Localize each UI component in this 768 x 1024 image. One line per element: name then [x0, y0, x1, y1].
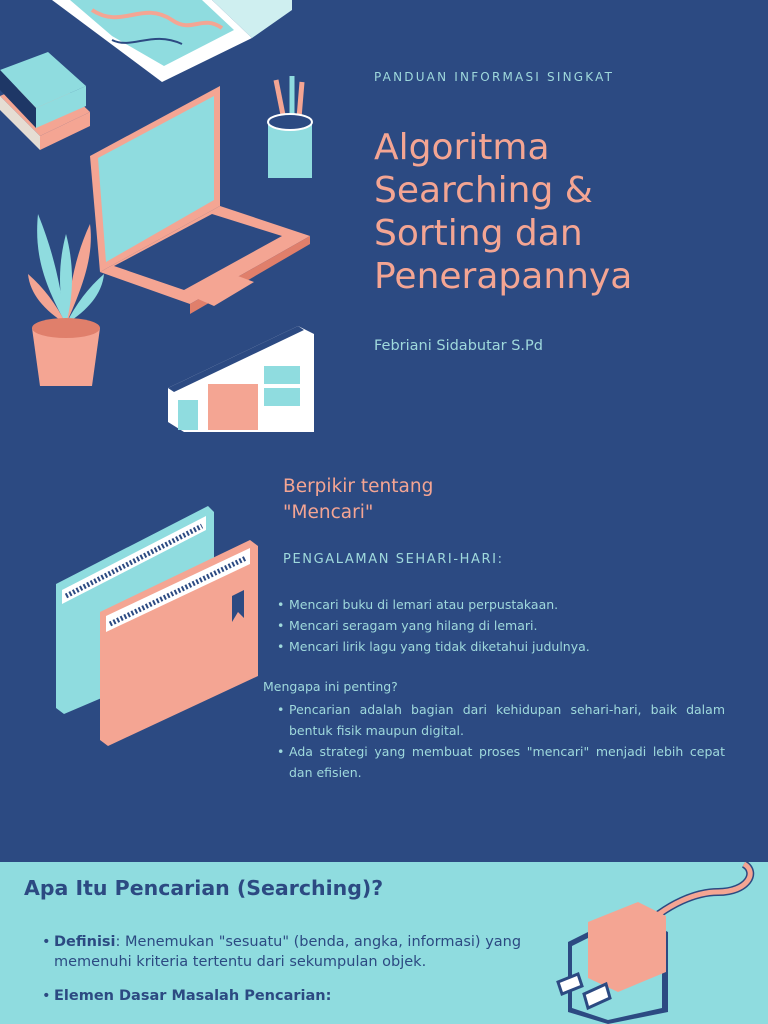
example-list [275, 594, 725, 657]
searching-heading: Apa Itu Pencarian (Searching)? [24, 876, 384, 900]
guide-label: PANDUAN INFORMASI SINGKAT [374, 70, 615, 84]
definition-list [40, 932, 540, 1020]
plug-illustration [548, 862, 768, 1024]
item-term: Definisi [54, 934, 116, 950]
item-separator: : [115, 934, 126, 950]
page-title: Algoritma Searching & Sorting dan Penerapannya [374, 127, 633, 297]
section-heading-line-2: "Mencari" [283, 502, 374, 523]
author-name: Febriani Sidabutar S.Pd [374, 338, 543, 354]
browser-window-illustration [168, 326, 318, 432]
list-item [40, 986, 540, 1006]
why-label: Mengapa ini penting? [263, 679, 398, 694]
section-subheading: PENGALAMAN SEHARI-HARI: [283, 552, 504, 567]
searching-section [0, 862, 768, 1024]
section-heading [283, 474, 433, 526]
list-item: • Mencari seragam yang hilang di lemari. [275, 615, 725, 636]
folders-illustration [56, 500, 266, 750]
section-heading-line-1: Berpikir tentang [283, 476, 434, 497]
list-item [40, 932, 540, 972]
pencil-cup-illustration [262, 74, 318, 184]
reason-list [275, 699, 725, 783]
list-item: • Mencari lirik lagu yang tidak diketahui judulnya. [275, 636, 725, 657]
list-item: • Pencarian adalah bagian dari kehidupan sehari-hari, baik dalam bentuk fisik maupun digital. [275, 699, 725, 741]
list-item: • Ada strategi yang membuat proses "mencari" menjadi lebih cepat dan efisien. [275, 741, 725, 783]
books-illustration [0, 52, 96, 162]
item-term: Elemen Dasar Masalah Pencarian: [54, 988, 332, 1004]
item-text: Menemukan "sesuatu" (benda, angka, informasi) yang memenuhi kriteria tertentu dari sekumpulan objek. [54, 934, 522, 970]
list-item: • Mencari buku di lemari atau perpustakaan. [275, 594, 725, 615]
plant-illustration [24, 214, 108, 390]
